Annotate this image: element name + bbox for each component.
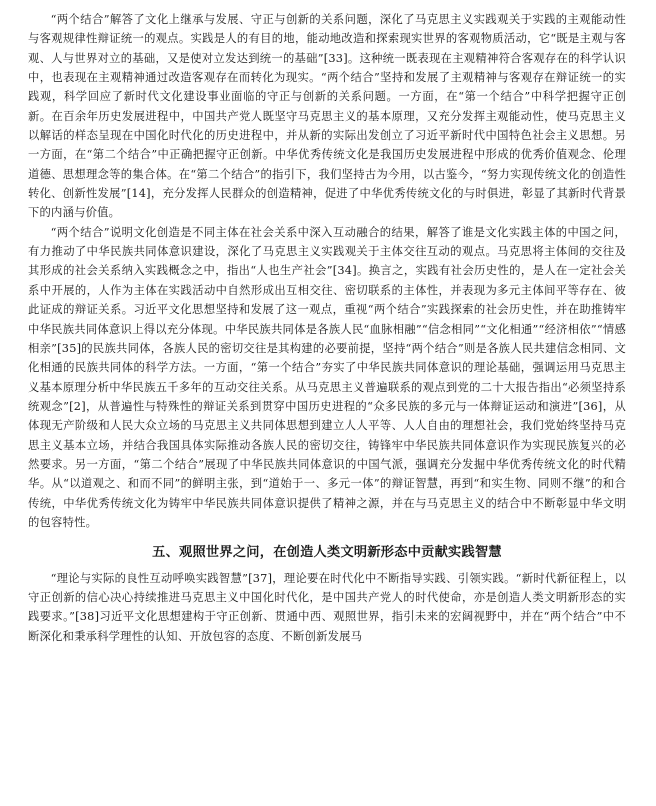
paragraph-1: “两个结合”解答了文化上继承与发展、守正与创新的关系问题，深化了马克思主义实践观关于实践的主观能动性与客观规律性辩证统一的观点。实践是人的有目的地，能动地改造和探索现实世界的客观物质活动，它“既是主观与客观、人与世界对立的基础，又是使对立发达到统一的基础”[33]。这种统一既表现在主观精神符合客观存在的科学认识中，也表现在主观精神通过改造客观存在而转化为现实。“两个结合”坚持和发展了主观精神与客观存在辩证统一的实践观，科学回应了新时代文化建设事业面临的守正与创新的关系问题。一方面，在“第一个结合”中科学把握守正创新。在百余年历史发展进程中，中国共产党人既坚守马克思主义的基本原理，又充分发挥主观能动性，使马克思主义以解话的样态呈现在中国化时代化的历史进程中，并从新的实际出发创立了习近平新时代中国特色社会主义思想。另一方面，在“第二个结合”中正确把握守正创新。中华优秀传统文化是我国历史发展进程中形成的优秀价值观念、伦理道德、思想理念等的集合体。在“第二个结合”的指引下，我们坚持古为今用，以古鉴今，“努力实现传统文化的创造性转化、创新性发展”[14]，充分发挥人民群众的创造精神，促进了中华优秀传统文化的与时俱进，彰显了其新时代背景下的内涵与价值。 (28, 13, 626, 220)
section-heading-five: 五、观照世界之问，在创造人类文明新形态中贡献实践智慧 (152, 545, 502, 561)
paragraph-3: “理论与实际的良性互动呼唤实践智慧”[37]，理论要在时代化中不断指导实践、引领实践。“新时代新征程上，以守正创新的信心决心持续推进马克思主义中国化时代化，是中国共产党人的时代使命，亦是创造人类文明新形态的实践要求。”[38]习近平文化思想建构于守正创新、贯通中西、观照世界，指引未来的宏阔视野中，并在“两个结合”中不断深化和秉承科学理性的认知、开放包容的态度、不断创新发展马 (28, 571, 626, 643)
paragraph-2: “两个结合”说明文化创造是不同主体在社会关系中深入互动融合的结果，解答了谁是文化实践主体的中国之问，有力推动了中华民族共同体意识建设，深化了马克思主义实践观关于主体交往互动的观点。马克思将主体间的交往及其形成的社会关系纳入实践概念之中，指出“人也生产社会”[34]。换言之，实践有社会历史性的，是人在一定社会关系中开展的，人作为主体在实践活动中自然形成出互相交往、密切联系的主体性，并表现为多元主体间平等存在、彼此证成的辩证关系。习近平文化思想坚持和发展了这一观点，重视“两个结合”实践探索的社会历史性，并在助推铸牢中华民族共同体意识上得以充分体现。中华民族共同体是各族人民“血脉相融”“信念相同”“文化相通”“经济相依”“情感相亲”[35]的民族共同体，各族人民的密切交往是其构建的必要前提，坚持“两个结合”则是各族人民共建信念相同、文化相通的民族共同体的科学方法。一方面，“第一个结合”夯实了中华民族共同体意识的理论基础，强调运用马克思主义基本原理分析中华民族五千多年的互动交往关系。从马克思主义普遍联系的观点到党的二十大报告指出“必须坚持系统观念”[2]，从普遍性与特殊性的辩证关系到贯穿中国历史进程的“众多民族的多元与一体辩证运动和演进”[36]，从体现无产阶级和人民大众立场的马克思主义共同体思想到建立人人平等、人人自由的理想社会，我们党始终坚持马克思主义基本立场，并结合我国具体实际推动各族人民的密切交往，铸锋牢中华民族共同体意识作为实现民族复兴的必然要求。另一方面，“第二个结合”展现了中华民族共同体意识的中国气派，强调充分发掘中华优秀传统文化的时代精华。从“以道观之、和而不同”的鲜明主张，到“道始于一、多元一体”的辩证智慧，再到“和实生物、同则不继”的和合传统，中华优秀传统文化为铸牢中华民族共同体意识提供了精神之源，并在与马克思主义的结合中不断彰显中华文明的包容特性。 (28, 225, 626, 529)
